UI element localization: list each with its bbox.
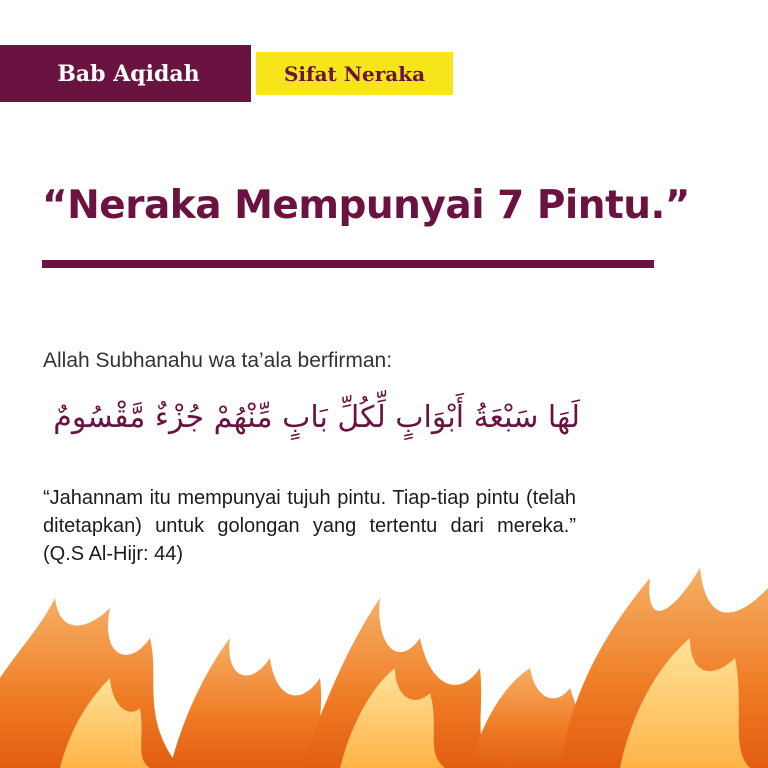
category-tag: Bab Aqidah (0, 45, 251, 102)
headline: “Neraka Mempunyai 7 Pintu.” (42, 183, 690, 228)
topic-tag: Sifat Neraka (256, 52, 453, 95)
headline-divider (42, 260, 654, 268)
verse-translation: “Jahannam itu mempunyai tujuh pintu. Tiap-tiap pintu (telah ditetapkan) untuk golongan yang tertentu dari mereka.” (Q.S Al-Hijr: 44) (43, 487, 576, 565)
flame-center-left (170, 638, 330, 768)
intro-text: Allah Subhanahu wa ta’ala berfirman: (43, 349, 393, 372)
flames-decoration (0, 558, 768, 768)
tag-bar (0, 45, 453, 102)
arabic-verse: لَهَا سَبْعَةُ أَبْوَابٍ لِّكُلِّ بَابٍ مِّنْهُمْ جُزْءٌ مَّقْسُومٌ (53, 400, 580, 435)
